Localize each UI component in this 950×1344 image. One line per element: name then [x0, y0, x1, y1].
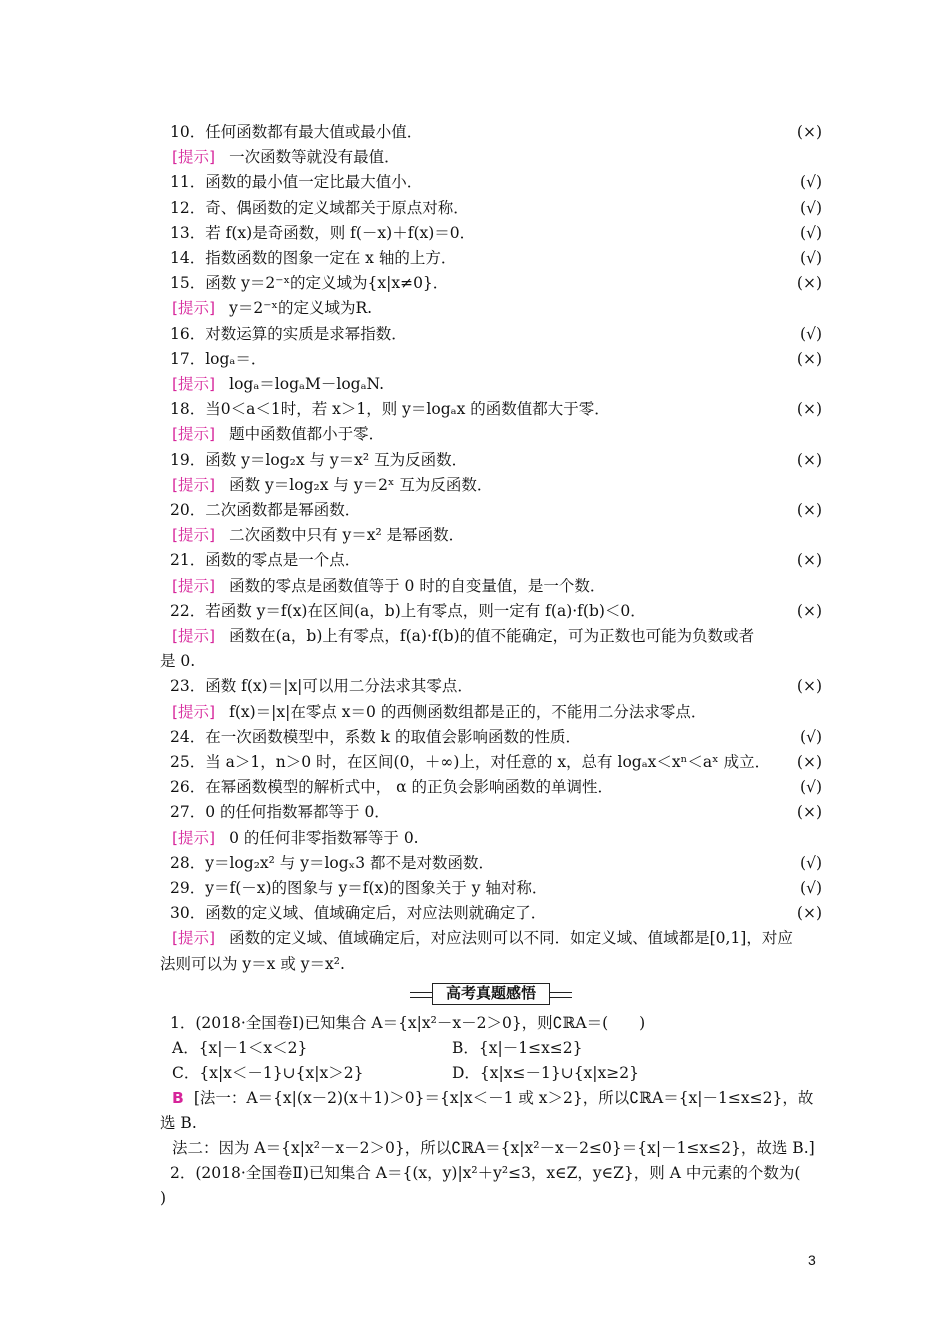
option-c: C．{x|x＜－1}∪{x|x＞2}	[172, 1064, 364, 1082]
judgement-mark: (√)	[800, 727, 822, 746]
statement-text: 27．0 的任何指数幂都等于 0．	[170, 803, 390, 822]
statement	[170, 171, 822, 193]
statement	[170, 600, 822, 622]
statement	[170, 801, 822, 823]
hint-label: [提示]	[172, 576, 216, 595]
hint-label: [提示]	[172, 299, 216, 318]
statement	[170, 222, 822, 244]
hint-label: [提示]	[172, 627, 216, 645]
statement	[170, 852, 822, 874]
hint-line	[172, 146, 812, 168]
hint-text: 一次函数等就没有最值．	[229, 148, 400, 167]
judgement-mark: (√)	[800, 223, 822, 242]
hint-text: 函数的定义域、值域确定后，对应法则可以不同．如定义域、值域都是[0,1]，对应	[229, 929, 793, 948]
hint-line	[172, 423, 812, 445]
statement-text: 17．logₐ＝．	[170, 349, 267, 368]
judgement-mark: (×)	[796, 123, 822, 141]
judgement-mark: (×)	[796, 803, 822, 822]
solution-method-1	[172, 1087, 813, 1109]
judgement-mark: (√)	[800, 778, 822, 797]
hint-label: [提示]	[172, 425, 216, 444]
statement	[170, 398, 822, 420]
hint-line	[172, 827, 812, 849]
judgement-mark: (×)	[796, 274, 822, 293]
section-title: 高考真题感悟	[432, 983, 550, 1005]
statement	[170, 197, 822, 219]
judgement-mark: (×)	[796, 753, 822, 771]
statement-text: 14．指数函数的图象一定在 x 轴的上方．	[170, 249, 457, 267]
hint-text: 函数的零点是函数值等于 0 时的自变量值，是一个数．	[229, 576, 606, 595]
statement-text: 18．当0＜a＜1时，若 x＞1，则 y＝logₐx 的函数值都大于零．	[170, 400, 610, 419]
statement-text: 26．在幂函数模型的解析式中， α 的正负会影响函数的单调性．	[170, 778, 614, 797]
hint-text: f(x)＝|x|在零点 x＝0 的西侧函数组都是正的，不能用二分法求零点．	[229, 702, 707, 721]
hint-line	[172, 575, 812, 597]
hint-text: logₐ＝logₐM－logₐN.	[229, 375, 385, 393]
hint-line	[172, 927, 812, 949]
judgement-mark: (×)	[796, 450, 822, 469]
judgement-mark: (√)	[800, 173, 822, 192]
statement	[170, 902, 822, 924]
statement-text: 11．函数的最小值一定比最大值小．	[170, 173, 423, 192]
hint-label: [提示]	[172, 526, 216, 545]
statement-text: 13．若 f(x)是奇函数，则 f(－x)＋f(x)＝0．	[170, 223, 476, 242]
judgement-mark: (×)	[796, 677, 822, 696]
question-1-stem: 1．(2018·全国卷Ⅰ)已知集合 A＝{x|x²－x－2＞0}，则∁ℝA＝( )	[170, 1014, 646, 1032]
hint-label: [提示]	[172, 475, 216, 494]
statement	[170, 499, 822, 521]
statement-text: 25．当 a＞1，n＞0 时，在区间(0，＋∞)上，对任意的 x，总有 logₐx＜xⁿ＜aˣ 成立．	[170, 753, 771, 771]
judgement-mark: (√)	[800, 324, 822, 343]
judgement-mark: (√)	[800, 879, 822, 897]
hint-text: 函数在(a，b)上有零点，f(a)·f(b)的值不能确定，可为正数也可能为负数或者	[229, 627, 755, 645]
judgement-mark: (×)	[796, 501, 822, 519]
judgement-mark: (×)	[796, 904, 822, 923]
statement-text: 22．若函数 y＝f(x)在区间(a，b)上有零点，则一定有 f(a)·f(b)＜0．	[170, 601, 646, 620]
statement	[170, 272, 822, 294]
hint-line	[172, 297, 812, 319]
hint-label: [提示]	[172, 828, 216, 847]
judgement-mark: (×)	[796, 349, 822, 368]
page-number: 3	[808, 1252, 816, 1268]
hint-label: [提示]	[172, 929, 216, 948]
question-2-stem: 2．(2018·全国卷Ⅱ)已知集合 A＝{(x，y)|x²＋y²≤3，x∈Z，y∈Z}，则 A 中元素的个数为(	[170, 1164, 801, 1182]
statement	[170, 121, 822, 143]
option-a: A．{x|－1＜x＜2}	[172, 1039, 308, 1057]
hint-label: [提示]	[172, 702, 216, 721]
statement-text: 30．函数的定义域、值域确定后，对应法则就确定了．	[170, 904, 547, 923]
statement	[170, 549, 822, 571]
hint-text: 函数 y＝log₂x 与 y＝2ˣ 互为反函数．	[229, 475, 493, 494]
statement-text: 20．二次函数都是幂函数．	[170, 501, 361, 519]
hint-line	[172, 524, 812, 546]
judgement-mark: (×)	[796, 400, 822, 419]
hint-text: 题中函数值都小于零．	[229, 425, 385, 444]
statement-text: 24．在一次函数模型中，系数 k 的取值会影响函数的性质．	[170, 727, 581, 746]
statement	[170, 751, 822, 773]
answer-label: B	[172, 1089, 184, 1107]
hint-line	[172, 373, 812, 395]
hint-line	[172, 701, 812, 723]
statement-text: 10．任何函数都有最大值或最小值．	[170, 123, 423, 141]
judgement-mark: (√)	[800, 853, 822, 872]
statement	[170, 675, 822, 697]
statement	[170, 877, 822, 899]
heading-rule-left	[410, 992, 432, 998]
option-d: D．{x|x≤－1}∪{x|x≥2}	[452, 1064, 639, 1082]
judgement-mark: (√)	[800, 249, 822, 267]
option-b: B．{x|－1≤x≤2}	[452, 1039, 583, 1057]
section-heading	[410, 983, 572, 1003]
hint-label: [提示]	[172, 148, 216, 167]
hint-line	[172, 625, 812, 647]
judgement-mark: (×)	[796, 551, 822, 570]
statement-text: 29．y＝f(－x)的图象与 y＝f(x)的图象关于 y 轴对称．	[170, 879, 548, 897]
solution-continuation: 选 B.	[160, 1114, 197, 1132]
statement	[170, 776, 822, 798]
statement-text: 21．函数的零点是一个点．	[170, 551, 361, 570]
statement	[170, 323, 822, 345]
heading-rule-right	[550, 992, 572, 998]
statement-text: 15．函数 y＝2⁻ˣ的定义域为{x|x≠0}．	[170, 274, 449, 293]
statement	[170, 449, 822, 471]
question-2-stem-continuation: )	[160, 1189, 167, 1207]
statement	[170, 247, 822, 269]
statement-text: 12．奇、偶函数的定义域都关于原点对称．	[170, 198, 469, 217]
hint-continuation: 是 0.	[160, 652, 196, 671]
hint-text: 0 的任何非零指数幂等于 0.	[229, 828, 419, 847]
judgement-mark: (×)	[796, 601, 822, 620]
hint-line	[172, 474, 812, 496]
statement-text: 23．函数 f(x)＝|x|可以用二分法求其零点．	[170, 677, 473, 696]
hint-label: [提示]	[172, 375, 216, 393]
statement	[170, 348, 822, 370]
statement-text: 28．y＝log₂x² 与 y＝logₓ3 都不是对数函数．	[170, 853, 495, 872]
statement-text: 16．对数运算的实质是求幂指数．	[170, 324, 407, 343]
statement-text: 19．函数 y＝log₂x 与 y＝x² 互为反函数．	[170, 450, 468, 469]
solution-method-2: 法二：因为 A＝{x|x²－x－2＞0}，所以∁ℝA＝{x|x²－x－2≤0}＝{x|－1≤x≤2}，故选 B.]	[172, 1139, 815, 1157]
hint-text: y＝2⁻ˣ的定义域为R.	[229, 299, 373, 318]
statement	[170, 726, 822, 748]
hint-continuation: 法则可以为 y＝x 或 y＝x².	[160, 954, 345, 973]
hint-text: 二次函数中只有 y＝x² 是幂函数．	[229, 526, 465, 545]
solution-text: [法一：A＝{x|(x－2)(x＋1)＞0}＝{x|x＜－1 或 x＞2}，所以∁ℝA＝{x|－1≤x≤2}，故	[193, 1089, 814, 1107]
judgement-mark: (√)	[800, 198, 822, 217]
